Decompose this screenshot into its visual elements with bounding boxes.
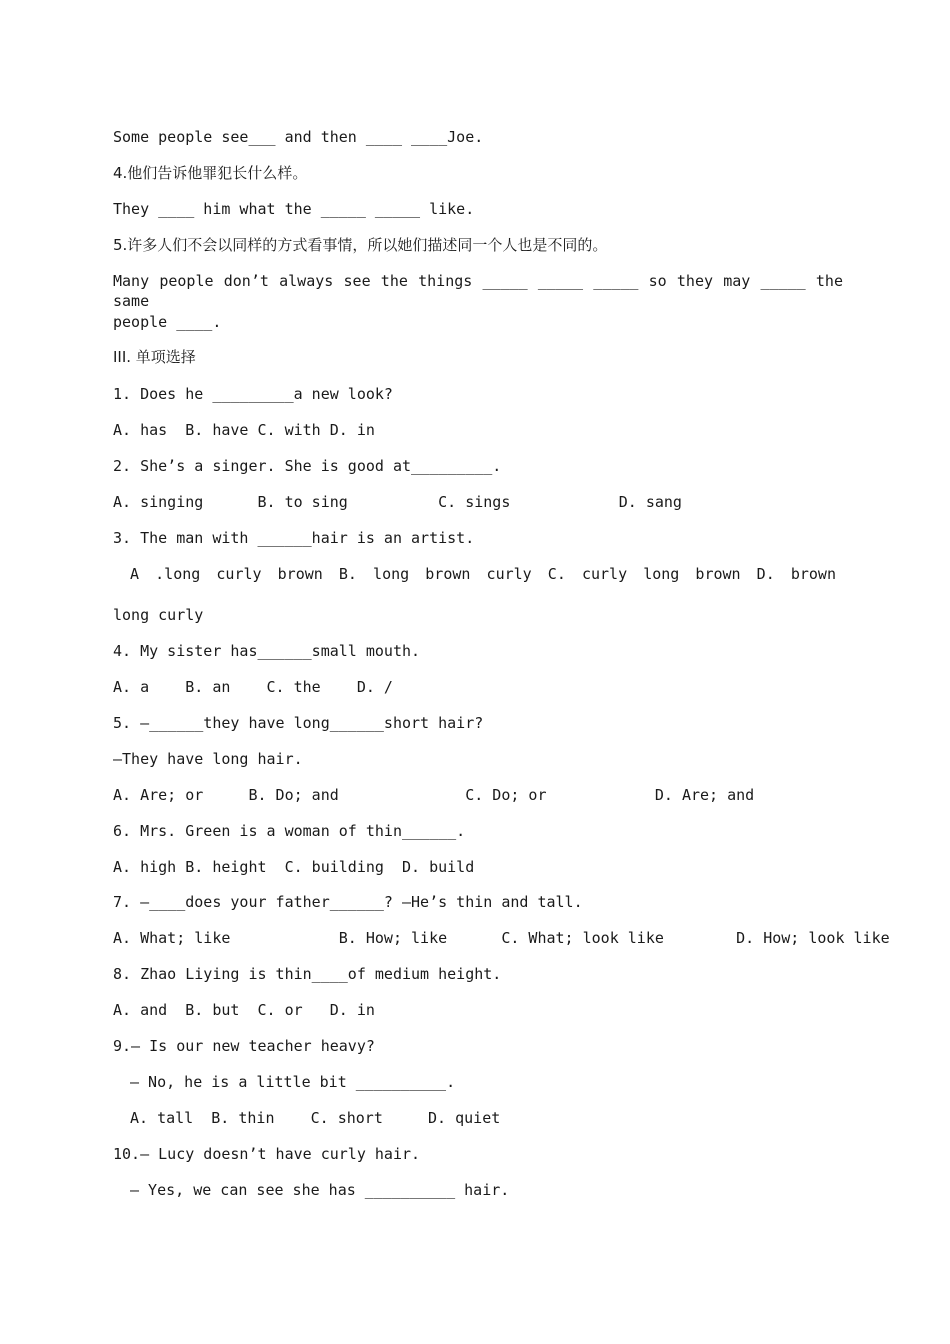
mc-options-3-continued: long curly xyxy=(113,606,204,624)
mc-question-2: 2. She’s a singer. She is good at_________. xyxy=(113,457,502,475)
mc-question-10-reply: — Yes, we can see she has __________ hair. xyxy=(130,1181,510,1199)
mc-question-9: 9.— Is our new teacher heavy? xyxy=(113,1037,375,1055)
mc-question-5: 5. —______they have long______short hair? xyxy=(113,714,484,732)
mc-options-2: A. singing B. to sing C. sings D. sang xyxy=(113,493,682,511)
mc-question-3: 3. The man with ______hair is an artist. xyxy=(113,529,475,547)
question-5-continued: people ____. xyxy=(113,313,222,331)
mc-options-5: A. Are; or B. Do; and C. Do; or D. Are; and xyxy=(113,786,755,804)
question-4-chinese: 4.他们告诉他罪犯长什么样。 xyxy=(113,164,308,182)
mc-question-4: 4. My sister has______small mouth. xyxy=(113,642,421,660)
mc-question-5-answer: —They have long hair. xyxy=(113,750,303,768)
question-5-chinese: 5.许多人们不会以同样的方式看事情，所以她们描述同一个人也是不同的。 xyxy=(113,236,608,254)
text-line-1: Some people see___ and then ____ ____Joe. xyxy=(113,128,484,146)
mc-question-7: 7. —____does your father______? —He’s thin and tall. xyxy=(113,893,583,911)
mc-question-1: 1. Does he _________a new look? xyxy=(113,385,393,403)
mc-options-9: A. tall B. thin C. short D. quiet xyxy=(130,1109,501,1127)
mc-question-10: 10.— Lucy doesn’t have curly hair. xyxy=(113,1145,421,1163)
mc-options-4: A. a B. an C. the D. / xyxy=(113,678,393,696)
mc-options-1: A. has B. have C. with D. in xyxy=(113,421,375,439)
mc-question-9-reply: — No, he is a little bit __________. xyxy=(130,1073,456,1091)
mc-options-3: A .long curly brown B. long brown curly C. curly long brown D. brown xyxy=(130,565,836,583)
section-heading: III. 单项选择 xyxy=(113,348,196,366)
mc-question-8: 8. Zhao Liying is thin____of medium height. xyxy=(113,965,502,983)
mc-question-6: 6. Mrs. Green is a woman of thin______. xyxy=(113,822,466,840)
mc-options-7: A. What; like B. How; like C. What; look like D. How; look like xyxy=(113,929,890,947)
question-5-english: Many people don’t always see the things _____ _____ _____ so they may _____ the same xyxy=(113,272,843,310)
question-4-english: They ____ him what the _____ _____ like. xyxy=(113,200,475,218)
mc-options-8: A. and B. but C. or D. in xyxy=(113,1001,375,1019)
mc-options-6: A. high B. height C. building D. build xyxy=(113,858,475,876)
